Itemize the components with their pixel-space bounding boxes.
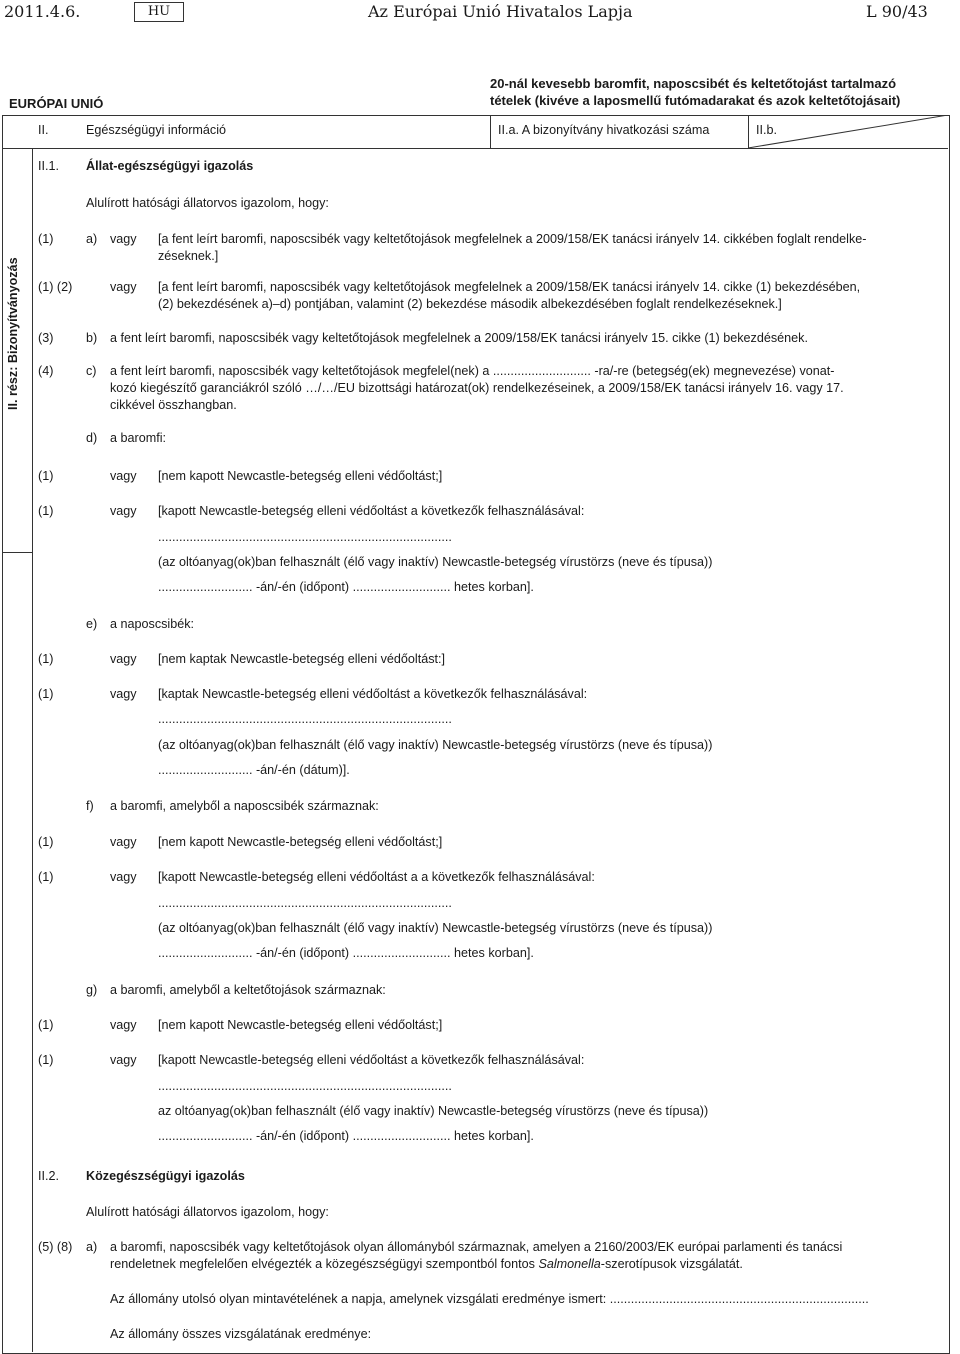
s1-number: II.1. [38, 159, 59, 173]
line-16-d: [kaptak Newcastle-betegség elleni védőoltást a következők felhasználásával: [158, 687, 588, 701]
line-30-d: az oltóanyag(ok)ban felhasznált (élő vagy inaktív) Newcastle-betegség vírustörzs (neve és típusa)) [158, 1104, 709, 1118]
line-8-b: d) [86, 431, 98, 445]
line-13-d: ........................... -án/-én (időpont) ............................ hetes korban]. [158, 580, 534, 594]
line-12-d: (az oltóanyag(ok)ban felhasznált (élő vagy inaktív) Newcastle-betegség vírustörzs (neve és típusa)) [158, 555, 713, 569]
s2-a-line1: a baromfi, naposcsibék vagy keltetőtojások olyan állományból származnak, amelyen a 2160/2003/EK európai parlamenti és tanácsi [110, 1240, 843, 1254]
ref-b-diagonal [748, 115, 948, 148]
s2-a-line2 [110, 1256, 743, 1273]
line-20-b: f) [86, 799, 94, 813]
s2-a-line2-italic: Salmonella [538, 1257, 601, 1271]
line-5-bc: a fent leírt baromfi, naposcsibék vagy keltetőtojások megfelel(nek) a ............................ -ra/-re (betegség(ek) megnevezése) vonat- [110, 364, 835, 378]
line-27-d: [nem kapott Newcastle-betegség elleni védőoltást;] [158, 1018, 443, 1032]
line-6-bc0: kozó kiegészítő garanciákról szóló …/…/EU bizottsági határozat(ok) rendelkezéseinek, a 2009/158/EK tanácsi irányelv 16. vagy 17. [110, 381, 844, 395]
sidebar-bottom [2, 552, 32, 553]
line-0-a: (1) [38, 232, 54, 246]
s2-a-letter: a) [86, 1240, 98, 1254]
line-10-c: vagy [110, 504, 137, 518]
divider-ref [490, 115, 491, 148]
line-15-d: [nem kaptak Newcastle-betegség elleni védőoltást:] [158, 652, 446, 666]
line-23-d: .................................................................................... [158, 896, 452, 910]
line-29-d: .................................................................................... [158, 1079, 452, 1093]
header-date: 2011.4.6. [4, 2, 81, 21]
section-title: Egészségügyi információ [86, 123, 227, 137]
line-11-d: .................................................................................... [158, 530, 452, 544]
line-5-b: c) [86, 364, 97, 378]
line-15-a: (1) [38, 652, 54, 666]
line-0-c: vagy [110, 232, 137, 246]
s2-sample-date: Az állomány utolsó olyan mintavételének a napja, amelynek vizsgálati eredménye ismert: .......................................................................... [110, 1292, 869, 1306]
s2-a-line2-pre: rendeletnek megfelelően elvégezték a közegészségügyi szempontból fontos [110, 1257, 539, 1271]
s2-intro: Alulírott hatósági állatorvos igazolom, hogy: [86, 1205, 329, 1219]
cert-ref-label: II.a. A bizonyítvány hivatkozási száma [498, 123, 710, 137]
line-10-d: [kapott Newcastle-betegség elleni védőoltást a következők felhasználásával: [158, 504, 585, 518]
line-8-bc: a baromfi: [110, 431, 166, 445]
line-4-b: b) [86, 331, 98, 345]
line-22-c: vagy [110, 870, 137, 884]
line-10-a: (1) [38, 504, 54, 518]
line-9-a: (1) [38, 469, 54, 483]
line-18-d: (az oltóanyag(ok)ban felhasznált (élő vagy inaktív) Newcastle-betegség vírustörzs (neve és típusa)) [158, 738, 713, 752]
line-28-c: vagy [110, 1053, 137, 1067]
line-4-bc: a fent leírt baromfi, naposcsibék vagy keltetőtojások megfelelnek a 2009/158/EK tanácsi irányelv 15. cikke (1) bekezdésének. [110, 331, 808, 345]
journal-title: Az Európai Unió Hivatalos Lapja [368, 2, 633, 21]
line-2-a: (1) (2) [38, 280, 73, 294]
line-16-a: (1) [38, 687, 54, 701]
s2-a-line2-post: -szerotípusok vizsgálatát. [600, 1257, 743, 1271]
s2-title: Közegészségügyi igazolás [86, 1169, 245, 1183]
form-title-line2: tételek (kivéve a laposmellű futómadarakat és azok keltetőtojásait) [490, 93, 901, 108]
line-26-bc: a baromfi, amelyből a keltetőtojások származnak: [110, 983, 386, 997]
line-4-a: (3) [38, 331, 54, 345]
line-0-d: [a fent leírt baromfi, naposcsibék vagy keltetőtojások megfelelnek a 2009/158/EK tanácsi irányelv 14. cikkében foglalt rendelke- [158, 232, 867, 246]
line-14-b: e) [86, 617, 98, 631]
s1-intro: Alulírott hatósági állatorvos igazolom, hogy: [86, 196, 329, 210]
line-1-d: zéseknek.] [158, 249, 219, 263]
cert-ref-b: II.b. [756, 123, 777, 137]
line-24-d: (az oltóanyag(ok)ban felhasznált (élő vagy inaktív) Newcastle-betegség vírustörzs (neve és típusa)) [158, 921, 713, 935]
line-2-d: [a fent leírt baromfi, naposcsibék vagy keltetőtojások megfelelnek a 2009/158/EK tanácsi irányelv 14. cikke (1) bekezdésében, [158, 280, 861, 294]
line-7-bc0: cikkével összhangban. [110, 398, 237, 412]
sidebar-divider [32, 148, 33, 1352]
form-title-line1: 20-nál kevesebb baromfit, naposcsibét és keltetőtojást tartalmazó [490, 76, 897, 91]
line-26-b: g) [86, 983, 98, 997]
line-0-b: a) [86, 232, 98, 246]
language-box: HU [134, 2, 184, 22]
line-9-c: vagy [110, 469, 137, 483]
line-3-d: (2) bekezdésének a)–d) pontjában, valamint (2) bekezdése második albekezdésében foglalt rendelkezéseknek.] [158, 297, 782, 311]
line-28-a: (1) [38, 1053, 54, 1067]
line-28-d: [kapott Newcastle-betegség elleni védőoltást a következők felhasználásával: [158, 1053, 585, 1067]
s2-number: II.2. [38, 1169, 59, 1183]
line-31-d: ........................... -án/-én (időpont) ............................ hetes korban]. [158, 1129, 534, 1143]
line-27-a: (1) [38, 1018, 54, 1032]
line-22-d: [kapott Newcastle-betegség elleni védőoltást a a következők felhasználásával: [158, 870, 595, 884]
line-27-c: vagy [110, 1018, 137, 1032]
line-21-c: vagy [110, 835, 137, 849]
line-25-d: ........................... -án/-én (időpont) ............................ hetes korban]. [158, 946, 534, 960]
line-16-c: vagy [110, 687, 137, 701]
line-22-a: (1) [38, 870, 54, 884]
line-2-c: vagy [110, 280, 137, 294]
line-19-d: ........................... -án/-én (dátum)]. [158, 763, 350, 777]
s1-title: Állat-egészségügyi igazolás [86, 159, 254, 173]
line-20-bc: a baromfi, amelyből a naposcsibék származnak: [110, 799, 379, 813]
line-15-c: vagy [110, 652, 137, 666]
line-21-a: (1) [38, 835, 54, 849]
sidebar-label: II. rész: Bizonyítványozás [6, 257, 20, 410]
page-number: L 90/43 [866, 2, 928, 21]
line-5-a: (4) [38, 364, 54, 378]
s2-a-note: (5) (8) [38, 1240, 73, 1254]
line-21-d: [nem kapott Newcastle-betegség elleni védőoltást;] [158, 835, 443, 849]
union-label: EURÓPAI UNIÓ [9, 96, 104, 111]
line-17-d: .................................................................................... [158, 712, 452, 726]
section-number: II. [38, 123, 49, 137]
line-9-d: [nem kapott Newcastle-betegség elleni védőoltást;] [158, 469, 443, 483]
s2-result: Az állomány összes vizsgálatának eredménye: [110, 1327, 372, 1341]
line-14-bc: a naposcsibék: [110, 617, 195, 631]
header-divider [2, 148, 948, 149]
